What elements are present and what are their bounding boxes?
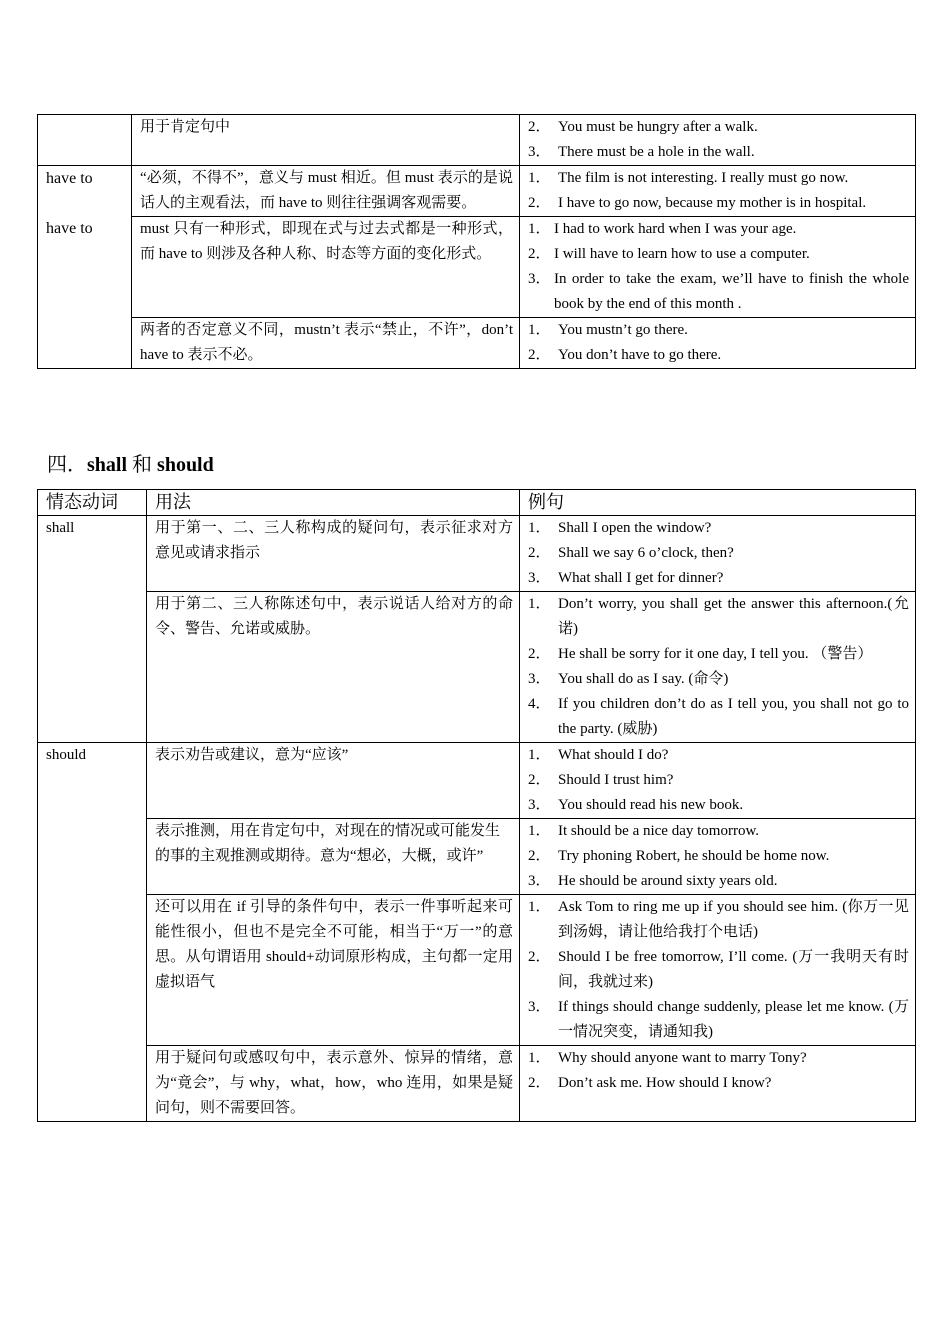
example-item: [528, 667, 909, 692]
table-row: [38, 217, 916, 318]
example-text: If things should change suddenly, please let me know. (万一情况突变，请通知我): [558, 999, 909, 1040]
example-number: 2．: [528, 646, 551, 662]
example-text: Try phoning Robert, he should be home now.: [558, 848, 830, 864]
table-row: [38, 592, 916, 743]
example-item: [528, 541, 909, 566]
header-modal-verb: 情态动词: [38, 490, 147, 516]
example-number: 2．: [528, 347, 551, 363]
example-number: 1．: [528, 823, 551, 839]
usage-cell: [132, 217, 520, 318]
table-row: [38, 819, 916, 895]
example-number: 1．: [528, 221, 551, 237]
modal-verb-label: should: [46, 747, 87, 763]
example-text: I have to go now, because my mother is in hospital.: [558, 195, 867, 211]
header-usage: 用法: [147, 490, 520, 516]
example-number: 2．: [528, 246, 551, 262]
example-item: [528, 592, 909, 642]
example-number: 1．: [528, 520, 551, 536]
example-text: It should be a nice day tomorrow.: [558, 823, 760, 839]
example-item: [528, 318, 909, 343]
usage-cell: [147, 819, 520, 895]
usage-text: must 只有一种形式，即现在式与过去式都是一种形式，而 have to 则涉及各种人称、时态等方面的变化形式。: [140, 221, 513, 262]
examples-cell: [520, 895, 916, 1046]
must-have-to-table: [37, 114, 916, 369]
usage-text: 的事的主观推测或期待。意为“想必，大概，或许”: [155, 848, 484, 864]
usage-text: 用于第二、三人称陈述句中，表示说话人给对方的命令、警告、允诺或威胁。: [155, 596, 513, 637]
example-text: You shall do as I say. (命令): [558, 671, 729, 687]
example-number: 2．: [528, 772, 551, 788]
usage-text: 表示推测，用在肯定句中，对现在的情况或可能发生: [155, 823, 501, 839]
example-text: Should I be free tomorrow, I’ll come. (万一我明天有时间，我就过来): [558, 949, 909, 990]
example-number: 3．: [528, 999, 551, 1015]
example-number: 4．: [528, 696, 551, 712]
verb-cell: [38, 743, 147, 1122]
example-text: Shall I open the window?: [558, 520, 712, 536]
example-text: Don’t worry, you shall get the answer this afternoon.(允诺): [558, 596, 909, 637]
table-row: [38, 516, 916, 592]
example-text: You don’t have to go there.: [558, 347, 722, 363]
example-number: 1．: [528, 747, 551, 763]
example-item: [528, 793, 909, 818]
verb-cell: [38, 166, 132, 369]
example-number: 3．: [528, 271, 551, 287]
example-text: In order to take the exam, we’ll have to finish the whole book by the end of this month .: [554, 271, 909, 312]
example-item: [528, 945, 909, 995]
example-number: 3．: [528, 797, 551, 813]
example-number: 2．: [528, 545, 551, 561]
example-text: The film is not interesting. I really must go now.: [558, 170, 849, 186]
example-item: [528, 140, 909, 165]
examples-cell: [520, 217, 916, 318]
example-item: [528, 642, 909, 667]
example-number: 2．: [528, 119, 551, 135]
usage-cell: [132, 166, 520, 217]
usage-cell: [132, 115, 520, 166]
examples-cell: [520, 166, 916, 217]
usage-cell: [147, 592, 520, 743]
example-text: I had to work hard when I was your age.: [554, 221, 797, 237]
verb-cell: [38, 115, 132, 166]
examples-cell: [520, 318, 916, 369]
example-text: He should be around sixty years old.: [558, 873, 778, 889]
header-examples: 例句: [520, 490, 916, 516]
example-item: [528, 1046, 909, 1071]
section-title-should: should: [157, 454, 214, 476]
example-number: 3．: [528, 873, 551, 889]
example-number: 1．: [528, 596, 551, 612]
table-row: [38, 166, 916, 217]
example-number: 2．: [528, 195, 551, 211]
example-text: There must be a hole in the wall.: [558, 144, 755, 160]
usage-text: 表示劝告或建议，意为“应该”: [155, 747, 349, 763]
example-number: 3．: [528, 144, 551, 160]
example-item: [528, 869, 909, 894]
example-text: What should I do?: [558, 747, 669, 763]
example-item: [528, 895, 909, 945]
usage-text: “必须，不得不”，意义与 must 相近。但 must 表示的是说话人的主观看法，而 have to 则往往强调客观需要。: [140, 170, 513, 211]
example-number: 2．: [528, 949, 551, 965]
modal-verb-label: have to: [46, 220, 93, 237]
usage-text: 用于疑问句或感叹句中，表示意外、惊异的情绪，意为“竟会”，与 why，what，how，who 连用，如果是疑问句，则不需要回答。: [155, 1050, 513, 1116]
example-text: He shall be sorry for it one day, I tell you. （警告）: [558, 646, 873, 662]
example-text: Don’t ask me. How should I know?: [558, 1075, 772, 1091]
example-text: Ask Tom to ring me up if you should see him. (你万一见到汤姆，请让他给我打个电话): [558, 899, 909, 940]
examples-cell: [520, 1046, 916, 1122]
example-item: [528, 743, 909, 768]
example-item: [528, 566, 909, 591]
example-item: [528, 267, 909, 317]
example-text: You mustn’t go there.: [558, 322, 688, 338]
usage-text: 两者的否定意义不同，mustn’t 表示“禁止，不许”，don’t have to 表示不必。: [140, 322, 513, 363]
example-text: I will have to learn how to use a computer.: [554, 246, 810, 262]
example-item: [528, 768, 909, 793]
verb-cell: [38, 516, 147, 743]
example-text: If you children don’t do as I tell you, you shall not go to the party. (威胁): [558, 696, 909, 737]
example-item: [528, 1071, 909, 1096]
example-text: You should read his new book.: [558, 797, 744, 813]
table-row: [38, 743, 916, 819]
table-row: [38, 318, 916, 369]
example-item: [528, 844, 909, 869]
example-text: What shall I get for dinner?: [558, 570, 724, 586]
table-row: [38, 895, 916, 1046]
example-item: [528, 217, 909, 242]
section-number: 四．: [47, 454, 87, 476]
example-item: [528, 692, 909, 742]
usage-cell: [147, 895, 520, 1046]
usage-cell: [147, 1046, 520, 1122]
example-item: [528, 819, 909, 844]
example-item: [528, 166, 909, 191]
example-text: Shall we say 6 o’clock, then?: [558, 545, 734, 561]
usage-cell: [147, 743, 520, 819]
examples-cell: [520, 743, 916, 819]
example-number: 3．: [528, 671, 551, 687]
example-number: 1．: [528, 899, 551, 915]
shall-should-table: [37, 489, 916, 1122]
example-number: 3．: [528, 570, 551, 586]
example-item: [528, 343, 909, 368]
modal-verb-label: shall: [46, 520, 75, 536]
section-title-shall: shall: [87, 454, 128, 476]
usage-text: 用于肯定句中: [140, 119, 231, 135]
example-text: You must be hungry after a walk.: [558, 119, 758, 135]
examples-cell: [520, 516, 916, 592]
example-text: Should I trust him?: [558, 772, 674, 788]
example-number: 1．: [528, 1050, 551, 1066]
examples-cell: [520, 592, 916, 743]
examples-cell: [520, 819, 916, 895]
examples-cell: [520, 115, 916, 166]
table-row: [38, 1046, 916, 1122]
table-row: [38, 115, 916, 166]
usage-text: 还可以用在 if 引导的条件句中，表示一件事听起来可能性很小，但也不是完全不可能，相当于“万一”的意思。从句谓语用 should+动词原形构成，主句都一定用虚拟语气: [155, 899, 513, 990]
example-item: [528, 242, 909, 267]
example-number: 1．: [528, 170, 551, 186]
section-title: [47, 448, 214, 477]
example-item: [528, 191, 909, 216]
example-item: [528, 115, 909, 140]
example-number: 2．: [528, 1075, 551, 1091]
example-item: [528, 995, 909, 1045]
example-number: 1．: [528, 322, 551, 338]
table-header-row: [38, 490, 916, 516]
example-number: 2．: [528, 848, 551, 864]
modal-verb-label: have to: [46, 170, 93, 187]
example-item: [528, 516, 909, 541]
usage-text: 用于第一、二、三人称构成的疑问句，表示征求对方意见或请求指示: [155, 520, 513, 561]
usage-cell: [132, 318, 520, 369]
section-title-and: 和: [127, 454, 158, 476]
example-text: Why should anyone want to marry Tony?: [558, 1050, 807, 1066]
usage-cell: [147, 516, 520, 592]
